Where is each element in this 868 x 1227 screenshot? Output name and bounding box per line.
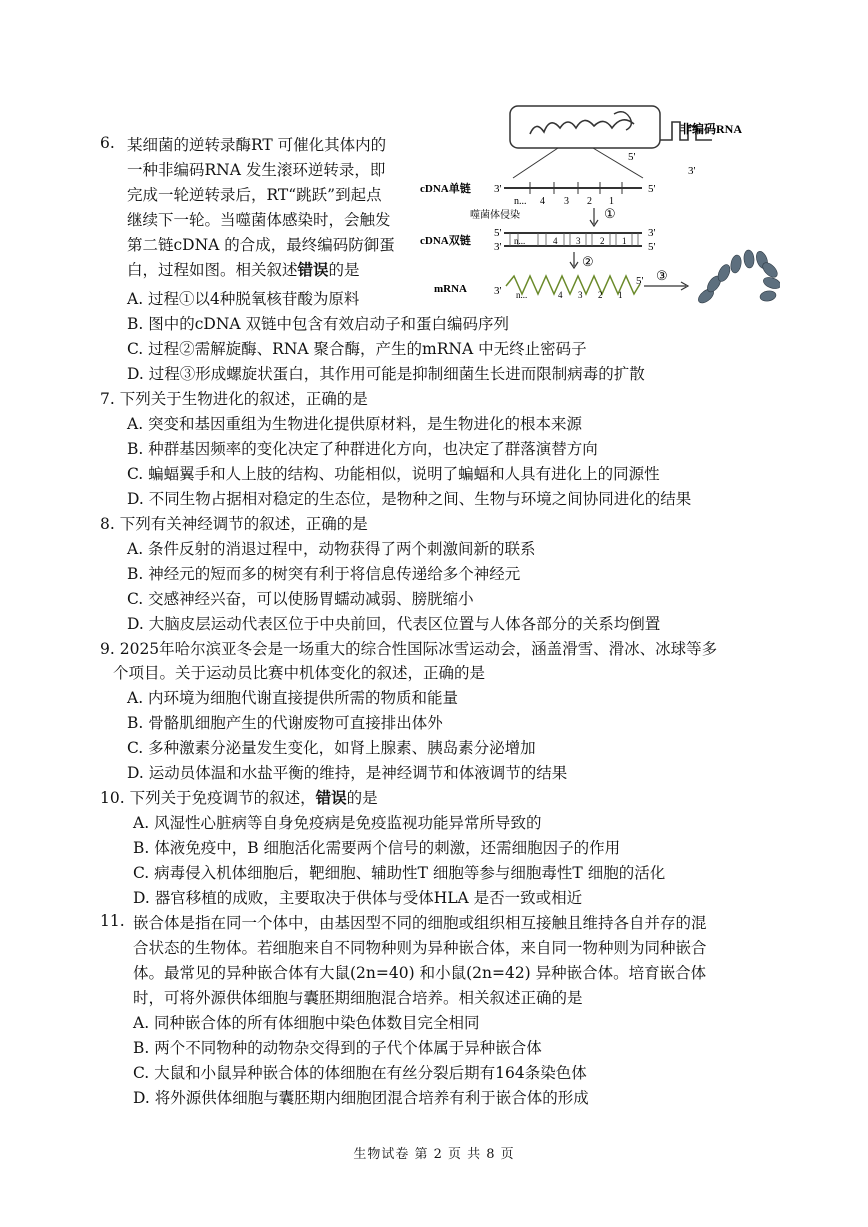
q6-number: 6.	[100, 134, 115, 152]
q6-stem-line: 某细菌的逆转录酶RT 可催化其体内的	[127, 136, 387, 154]
q7-stem: 7. 下列关于生物进化的叙述，正确的是	[100, 390, 368, 408]
segment-label: 1	[622, 236, 627, 246]
q10-option-c: C. 病毒侵入机体细胞后，靶细胞、辅助性T 细胞等参与细胞毒性T 细胞的活化	[133, 864, 666, 882]
q6-stem-text: 的是	[328, 261, 360, 279]
step3-label: ③	[656, 268, 668, 283]
q8-option-c: C. 交感神经兴奋，可以使肠胃蠕动减弱、膀胱缩小	[127, 590, 474, 608]
prime-label: 5'	[648, 183, 656, 195]
q11-stem-line: 合状态的生物体。若细胞来自不同物种则为异种嵌合体，来自同一物种则为同种嵌合	[133, 939, 707, 957]
q10-stem-text: 的是	[346, 789, 378, 807]
q7-option-a: A. 突变和基因重组为生物进化提供原材料，是生物进化的根本来源	[127, 415, 583, 433]
segment-label: 4	[553, 236, 558, 246]
q9-option-a: A. 内环境为细胞代谢直接提供所需的物质和能量	[127, 689, 459, 707]
prime-label: 5'	[494, 227, 502, 239]
q10-stem-text: 10. 下列关于免疫调节的叙述，	[100, 789, 316, 807]
q11-option-d: D. 将外源供体细胞与囊胚期内细胞团混合培养有利于嵌合体的形成	[133, 1089, 589, 1107]
q11-option-b: B. 两个不同物种的动物杂交得到的子代个体属于异种嵌合体	[133, 1039, 542, 1057]
reverse-transcription-figure	[418, 100, 780, 312]
segment-label: 1	[618, 290, 623, 300]
cdna-single-label: cDNA单链	[420, 183, 471, 195]
zoom-line	[593, 148, 643, 178]
q6-option-a: A. 过程①以4种脱氧核苷酸为原料	[127, 290, 360, 308]
segment-n-label: n...	[514, 236, 526, 246]
prime-label: 3'	[494, 241, 502, 253]
q9-option-c: C. 多种激素分泌量发生变化，如肾上腺素、胰岛素分泌增加	[127, 739, 536, 757]
q10-stem-emphasis: 错误	[315, 788, 347, 807]
q11-stem-line: 体。最常见的异种嵌合体有大鼠(2n=40) 和小鼠(2n=42) 异种嵌合体。培育嵌合体	[133, 964, 707, 982]
segment-label: 4	[558, 290, 563, 300]
prime-label: 5'	[636, 275, 644, 287]
q6-stem-line	[127, 259, 360, 281]
q6-stem-line: 完成一轮逆转录后，RT“跳跃”到起点	[127, 186, 382, 204]
q11-stem-line: 时，可将外源供体细胞与囊胚期细胞混合培养。相关叙述正确的是	[133, 989, 583, 1007]
segment-label: 3	[578, 290, 583, 300]
q11-number: 11.	[100, 912, 125, 930]
segment-n-label: n...	[516, 290, 528, 300]
q6-option-b: B. 图中的cDNA 双链中包含有效启动子和蛋白编码序列	[127, 315, 510, 333]
q8-option-d: D. 大脑皮层运动代表区位于中央前回，代表区位置与人体各部分的关系均倒置	[127, 615, 661, 633]
segment-label: 3	[576, 236, 581, 246]
base-pair-ticks	[510, 233, 638, 246]
q8-stem: 8. 下列有关神经调节的叙述，正确的是	[100, 515, 368, 533]
segment-label: 2	[587, 196, 592, 207]
noncoding-rna-label: 非编码RNA	[680, 122, 742, 136]
prime-label: 5'	[628, 151, 636, 163]
q10-stem	[100, 787, 378, 809]
q9-stem-line: 个项目。关于运动员比赛中机体变化的叙述，正确的是	[113, 664, 486, 682]
cdna-double-label: cDNA双链	[420, 235, 471, 247]
q6-stem-text: 白，过程如图。相关叙述	[127, 261, 298, 279]
prime-label: 5'	[648, 241, 656, 253]
q11-option-c: C. 大鼠和小鼠异种嵌合体的体细胞在有丝分裂后期有164条染色体	[133, 1064, 587, 1082]
q8-option-a: A. 条件反射的消退过程中，动物获得了两个刺激间新的联系	[127, 540, 536, 558]
q9-option-d: D. 运动员体温和水盐平衡的维持，是神经调节和体液调节的结果	[127, 764, 568, 782]
q9-stem-line: 9. 2025年哈尔滨亚冬会是一场重大的综合性国际冰雪运动会，涵盖滑雪、滑冰、冰球等多	[100, 640, 718, 658]
q6-option-c: C. 过程②需解旋酶、RNA 聚合酶，产生的mRNA 中无终止密码子	[127, 340, 587, 358]
q6-stem-line: 一种非编码RNA 发生滚环逆转录，即	[127, 161, 386, 179]
rna-frame	[510, 106, 660, 148]
prime-label: 3'	[494, 285, 502, 297]
q9-option-b: B. 骨骼肌细胞产生的代谢废物可直接排出体外	[127, 714, 443, 732]
rna-hairpin	[530, 120, 634, 134]
segment-n-label: n...	[514, 196, 527, 207]
page-footer: 生物试卷 第 2 页 共 8 页	[353, 1147, 515, 1162]
segment-label: 3	[564, 196, 569, 207]
helical-protein	[696, 250, 780, 306]
prime-label: 3'	[648, 227, 656, 239]
q11-option-a: A. 同种嵌合体的所有体细胞中染色体数目完全相同	[133, 1014, 480, 1032]
q6-stem-line: 第二链cDNA 的合成，最终编码防御蛋	[127, 236, 395, 254]
q6-stem-emphasis: 错误	[297, 260, 329, 279]
q10-option-d: D. 器官移植的成败，主要取决于供体与受体HLA 是否一致或相近	[133, 889, 583, 907]
zoom-line	[513, 148, 558, 178]
step2-label: ②	[582, 254, 594, 269]
segment-label: 1	[609, 196, 614, 207]
q7-option-c: C. 蝙蝠翼手和人上肢的结构、功能相似，说明了蝙蝠和人具有进化上的同源性	[127, 465, 660, 483]
step1-label: ①	[604, 206, 616, 221]
segment-label: 2	[600, 236, 605, 246]
q11-stem-line: 嵌合体是指在同一个体中，由基因型不同的细胞或组织相互接触且维持各自并存的混	[133, 914, 707, 932]
q10-option-a: A. 风湿性心脏病等自身免疫病是免疫监视功能异常所导致的	[133, 814, 542, 832]
mrna-label: mRNA	[434, 283, 467, 295]
q6-option-d: D. 过程③形成螺旋状蛋白，其作用可能是抑制细菌生长进而限制病毒的扩散	[127, 365, 645, 383]
prime-label: 3'	[494, 183, 502, 195]
segment-label: 2	[598, 290, 603, 300]
phage-infection-label: 噬菌体侵染	[470, 210, 520, 221]
q7-option-d: D. 不同生物占据相对稳定的生态位，是物种之间、生物与环境之间协同进化的结果	[127, 490, 692, 508]
prime-label: 3'	[688, 165, 696, 177]
q8-option-b: B. 神经元的短而多的树突有利于将信息传递给多个神经元	[127, 565, 521, 583]
q10-option-b: B. 体液免疫中，B 细胞活化需要两个信号的刺激，还需细胞因子的作用	[133, 839, 621, 857]
q6-stem-line: 继续下一轮。当噬菌体感染时，会触发	[127, 211, 391, 229]
q7-option-b: B. 种群基因频率的变化决定了种群进化方向，也决定了群落演替方向	[127, 440, 598, 458]
segment-label: 4	[540, 196, 545, 207]
